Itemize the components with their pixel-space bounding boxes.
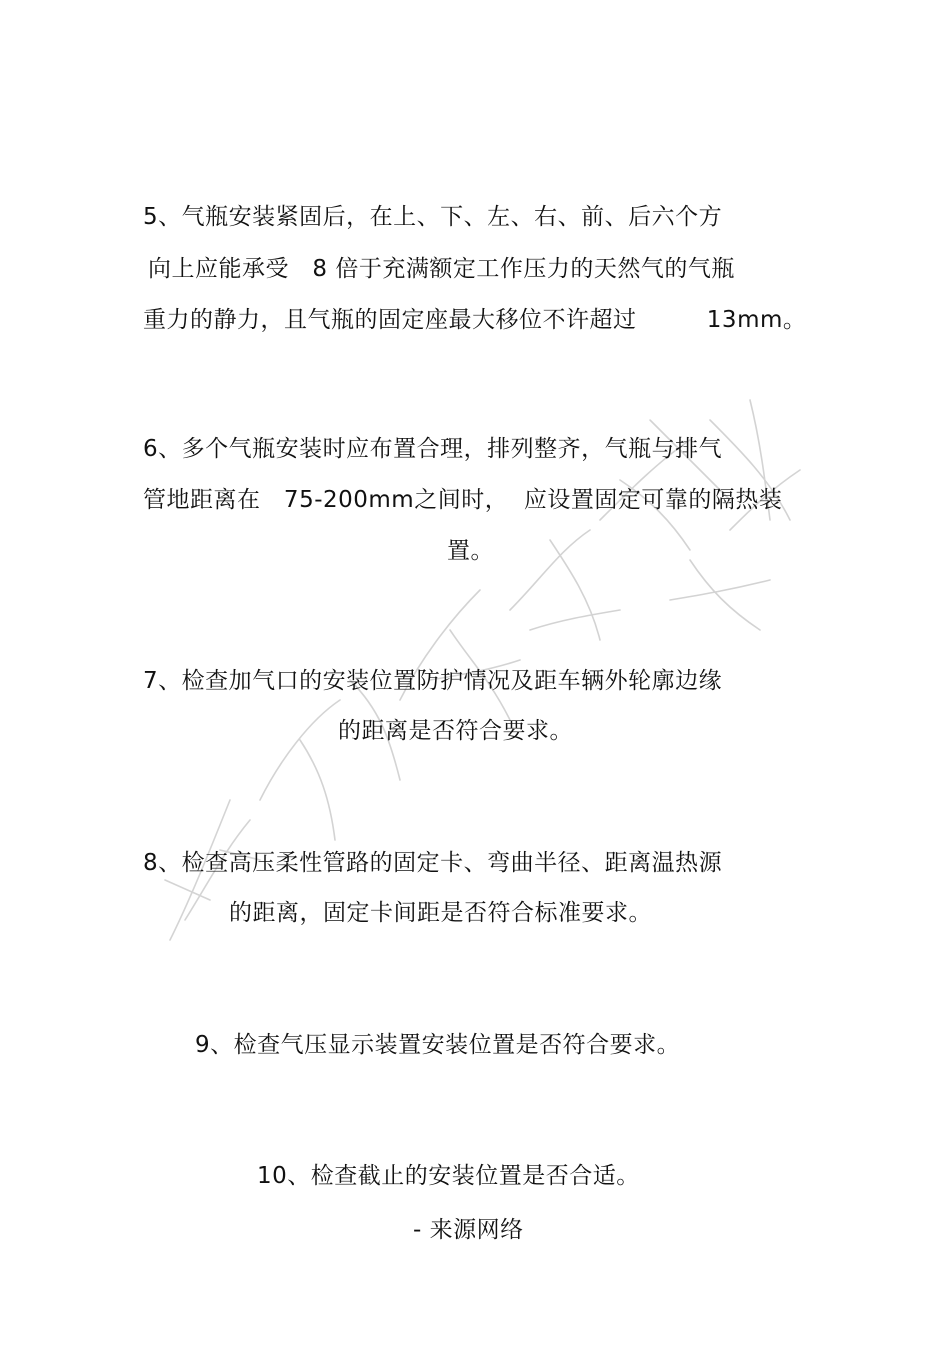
item-9-line-1: 9、检查气压显示装置安装位置是否符合要求。 bbox=[195, 1032, 681, 1058]
item-8-line-1: 8、检查高压柔性管路的固定卡、弯曲半径、距离温热源 bbox=[143, 850, 723, 876]
item-7-line-1: 7、检查加气口的安装位置防护情况及距车辆外轮廓边缘 bbox=[143, 668, 723, 694]
item-5-line-3: 重力的静力，且气瓶的固定座最大移位不许超过 13mm。 bbox=[143, 307, 807, 333]
item-5-line-1: 5、气瓶安装紧固后，在上、下、左、右、前、后六个方 bbox=[143, 204, 723, 230]
item-7-line-2: 的距离是否符合要求。 bbox=[338, 718, 573, 744]
item-10-line-1: 10、检查截止的安装位置是否合适。 bbox=[257, 1163, 640, 1189]
footer-source: - 来源网络 bbox=[413, 1217, 524, 1243]
item-5-line-2: 向上应能承受 8 倍于充满额定工作压力的天然气的气瓶 bbox=[148, 256, 735, 282]
item-6-line-2: 管地距离在 75-200mm之间时， 应设置固定可靠的隔热装 bbox=[143, 487, 783, 513]
item-8-line-2: 的距离，固定卡间距是否符合标准要求。 bbox=[229, 900, 652, 926]
item-6-line-3: 置。 bbox=[447, 538, 494, 564]
item-6-line-1: 6、多个气瓶安装时应布置合理，排列整齐，气瓶与排气 bbox=[143, 436, 723, 462]
